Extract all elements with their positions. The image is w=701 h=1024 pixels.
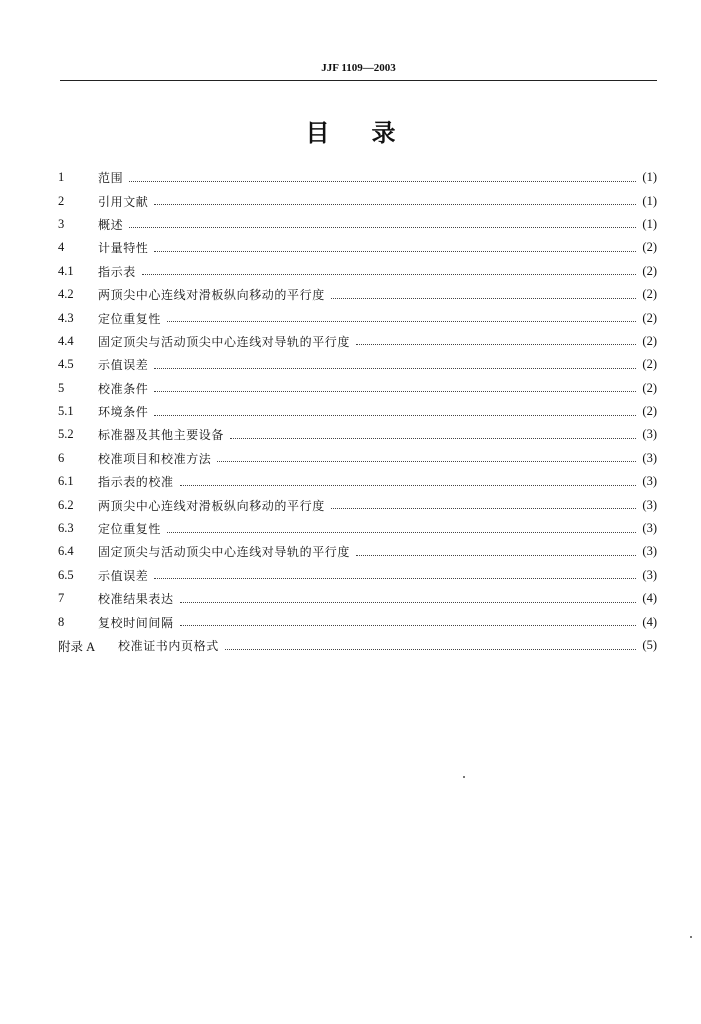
toc-entry-number: 附录 A	[58, 639, 96, 654]
toc-entry	[58, 377, 657, 400]
toc-entry-number: 2	[58, 193, 65, 208]
toc-entry-number: 7	[58, 591, 65, 606]
toc-entry-title: 校准条件	[98, 381, 149, 396]
toc-entry-number: 5	[58, 380, 65, 395]
toc-entry-number: 6.2	[58, 497, 74, 512]
toc-dot-leader	[225, 648, 637, 650]
toc-entry-number: 5.2	[58, 427, 74, 442]
toc-entry-title: 两顶尖中心连线对滑板纵向移动的平行度	[98, 498, 325, 513]
toc-entry-number: 4.4	[58, 333, 74, 348]
toc-entry	[58, 330, 657, 353]
toc-entry-title: 校准证书内页格式	[118, 639, 219, 653]
toc-entry-title: 固定顶尖与活动顶尖中心连线对导轨的平行度	[98, 545, 351, 560]
toc-entry-page: (2)	[642, 357, 657, 372]
toc-entry	[58, 587, 657, 610]
toc-entry	[58, 236, 657, 259]
toc-dot-leader	[167, 531, 636, 533]
title-char-1: 目	[305, 119, 330, 147]
toc-entry-number: 4.5	[58, 357, 74, 372]
toc-entry	[58, 306, 657, 329]
toc-entry	[58, 400, 657, 423]
toc-entry-title: 校准结果表达	[98, 592, 174, 607]
title-char-2: 录	[371, 119, 396, 147]
header-rule	[60, 80, 657, 81]
scan-speck	[690, 936, 692, 938]
scan-speck	[463, 776, 465, 778]
toc-entry-title: 固定顶尖与活动顶尖中心连线对导轨的平行度	[98, 334, 351, 349]
toc-entry-title: 指示表的校准	[98, 475, 174, 490]
toc-dot-leader	[142, 273, 637, 275]
toc-entry-page: (3)	[642, 544, 657, 559]
toc-dot-leader	[356, 343, 636, 345]
toc-entry-title: 环境条件	[98, 405, 149, 420]
toc-entry-page: (3)	[642, 521, 657, 536]
table-of-contents	[58, 166, 657, 657]
toc-entry-page: (2)	[642, 240, 657, 255]
toc-dot-leader	[331, 507, 637, 509]
toc-entry	[58, 470, 657, 493]
toc-entry-number: 6.5	[58, 567, 74, 582]
toc-entry-title: 复校时间间隔	[98, 615, 174, 630]
toc-entry-page: (3)	[642, 497, 657, 512]
toc-entry-number: 6.3	[58, 521, 74, 536]
toc-entry-page: (2)	[642, 310, 657, 325]
toc-entry	[58, 353, 657, 376]
toc-entry-page: (1)	[642, 193, 657, 208]
toc-entry-number: 8	[58, 614, 65, 629]
toc-dot-leader	[230, 437, 636, 439]
toc-dot-leader	[154, 390, 636, 392]
toc-entry-page: (4)	[642, 591, 657, 606]
toc-entry-title: 标准器及其他主要设备	[98, 428, 225, 443]
toc-entry-title: 定位重复性	[98, 522, 162, 537]
toc-dot-leader	[154, 203, 636, 205]
toc-dot-leader	[180, 601, 637, 603]
document-code-header: JJF 1109—2003	[321, 62, 396, 74]
toc-entry-page: (3)	[642, 474, 657, 489]
toc-entry	[58, 213, 657, 236]
toc-entry-title: 示值误差	[98, 358, 149, 373]
toc-entry-title: 校准项目和校准方法	[98, 451, 212, 466]
toc-entry	[58, 283, 657, 306]
toc-entry-page: (2)	[642, 404, 657, 419]
toc-entry	[58, 166, 657, 189]
toc-entry-number: 4	[58, 240, 65, 255]
toc-entry-page: (2)	[642, 380, 657, 395]
toc-entry-page: (3)	[642, 427, 657, 442]
toc-entry-number: 4.2	[58, 287, 74, 302]
toc-entry-page: (3)	[642, 567, 657, 582]
toc-entry-title: 引用文献	[98, 194, 149, 209]
toc-entry-page: (5)	[642, 638, 657, 652]
toc-entry	[58, 423, 657, 446]
toc-entry	[58, 564, 657, 587]
toc-entry-number: 6.1	[58, 474, 74, 489]
toc-entry-number: 5.1	[58, 404, 74, 419]
toc-entry-title: 计量特性	[98, 241, 149, 256]
toc-dot-leader	[331, 297, 637, 299]
toc-entry	[58, 447, 657, 470]
toc-entry-title: 两顶尖中心连线对滑板纵向移动的平行度	[98, 288, 325, 303]
toc-dot-leader	[180, 484, 637, 486]
toc-entry	[58, 189, 657, 212]
toc-entry	[58, 493, 657, 516]
toc-entry-page: (1)	[642, 216, 657, 231]
toc-entry-title: 示值误差	[98, 568, 149, 583]
toc-entry	[58, 634, 657, 657]
toc-entry	[58, 540, 657, 563]
toc-entry-page: (2)	[642, 287, 657, 302]
toc-entry-title: 定位重复性	[98, 311, 162, 326]
toc-entry-number: 3	[58, 216, 65, 231]
toc-entry-number: 1	[58, 170, 65, 185]
toc-entry-number: 6.4	[58, 544, 74, 559]
toc-entry-title: 范围	[98, 171, 124, 186]
toc-dot-leader	[356, 554, 636, 556]
toc-entry-number: 4.1	[58, 263, 74, 278]
toc-entry	[58, 517, 657, 540]
toc-dot-leader	[167, 320, 636, 322]
toc-dot-leader	[154, 367, 636, 369]
toc-entry-title: 概述	[98, 217, 124, 232]
toc-dot-leader	[129, 226, 636, 228]
toc-dot-leader	[180, 624, 637, 626]
toc-entry-title: 指示表	[98, 264, 136, 279]
toc-entry	[58, 260, 657, 283]
toc-entry-number: 4.3	[58, 310, 74, 325]
toc-entry-page: (3)	[642, 450, 657, 465]
toc-entry-page: (2)	[642, 263, 657, 278]
toc-dot-leader	[154, 414, 636, 416]
toc-entry-page: (2)	[642, 333, 657, 348]
toc-dot-leader	[129, 180, 636, 182]
toc-dot-leader	[154, 577, 636, 579]
page-title	[0, 113, 701, 148]
toc-entry	[58, 610, 657, 633]
toc-dot-leader	[154, 250, 636, 252]
toc-entry-number: 6	[58, 450, 65, 465]
toc-entry-page: (4)	[642, 614, 657, 629]
toc-dot-leader	[217, 460, 636, 462]
toc-entry-page: (1)	[642, 170, 657, 185]
